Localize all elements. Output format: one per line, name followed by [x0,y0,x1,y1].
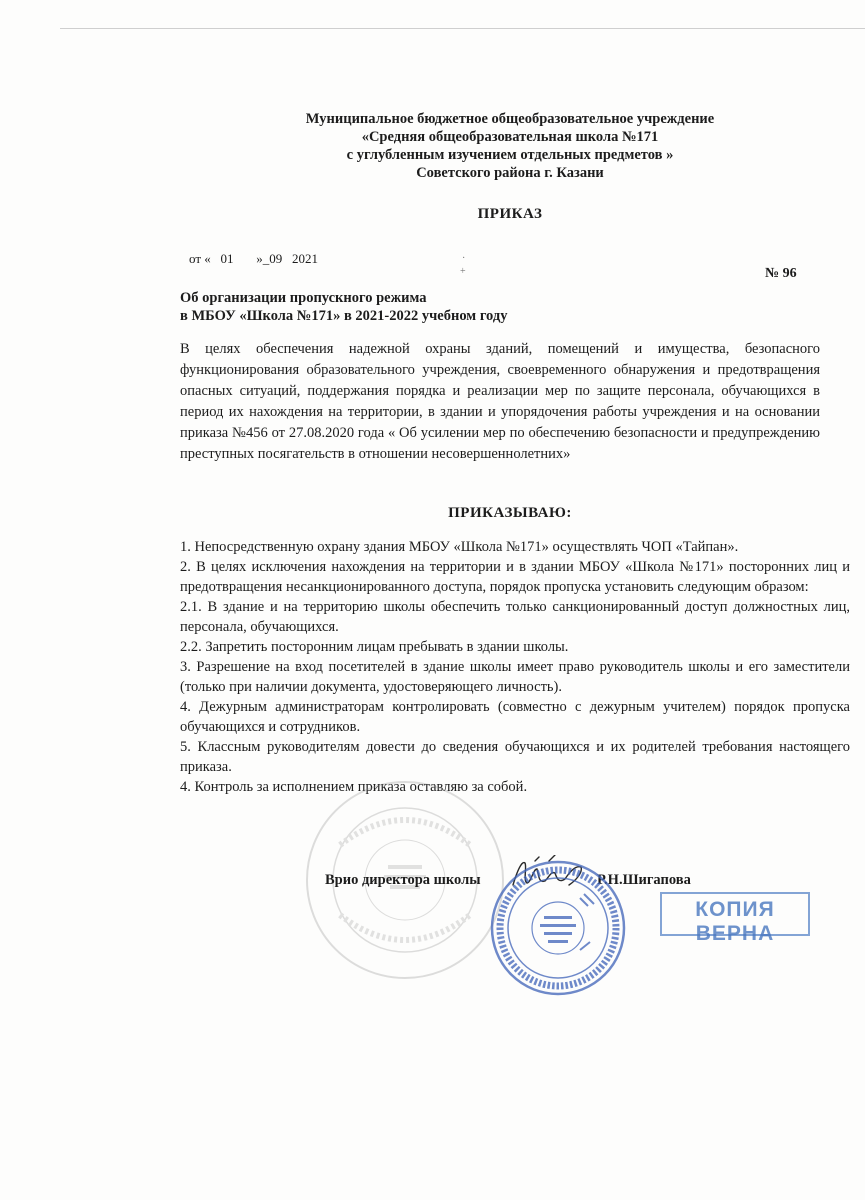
subject-line: Об организации пропускного режима [180,290,427,306]
certified-copy-stamp [660,892,810,945]
order-subject [180,289,507,325]
order-item: 2. В целях исключения нахождения на территории и в здании МБОУ «Школа №171» посторонних лиц и предотвращения несанкционированного доступа, порядок пропуска установить следующим образом: [180,559,850,595]
scan-mark: · [462,253,466,264]
order-item: 3. Разрешение на вход посетителей в здание школы имеет право руководитель школы и его заместители (только при наличии документа, удостоверяющего личность). [180,659,850,695]
header-line: Советского района г. Казани [416,165,604,181]
header-line: Муниципальное бюджетное общеобразовательное учреждение [305,111,715,127]
scan-mark: + [460,266,466,277]
official-seal-icon [488,858,628,998]
order-date: от « 01 »_09 2021 [189,251,319,266]
preamble-paragraph: В целях обеспечения надежной охраны зданий, помещений и имущества, безопасного функционирования образовательного учреждения, своевременного обнаружения и предотвращения опасных ситуаций, поддержания порядка и реализации мер по защите персонала, обучающихся в период их нахождения на территории, в здании и упорядочения работы учреждения и на основании приказа №456 от 27.08.2020 года « Об усилении мер по обеспечению безопасности и предупреждению преступных посягательств в отношении несовершеннолетних» [180,341,820,462]
order-item: 2.1. В здание и на территорию школы обеспечить только санкционированный доступ должностных лиц, персонала, обучающихся. [180,599,850,635]
order-number: № 96 [765,266,797,281]
order-item: 1. Непосредственную охрану здания МБОУ «Школа №171» осуществлять ЧОП «Тайпан». [180,539,739,555]
order-heading: ПРИКАЗЫВАЮ: [448,505,572,521]
order-item: 2.2. Запретить посторонним лицам пребывать в здании школы. [180,639,569,655]
order-item: 4. Контроль за исполнением приказа оставляю за собой. [180,779,528,795]
order-item: 5. Классным руководителям довести до сведения обучающихся и их родителей требования настоящего приказа. [180,739,850,775]
signatory-name: Р.Н.Шигапова [597,872,691,888]
top-border-line [60,28,865,29]
subject-line: в МБОУ «Школа №171» в 2021-2022 учебном году [180,308,508,324]
institution-header [180,110,840,182]
order-item: 4. Дежурным администраторам контролировать (совместно с дежурным учителем) порядок пропуска обучающихся и сотрудников. [180,699,850,735]
document-title: ПРИКАЗ [477,206,543,222]
signatory-position: Врио директора школы [325,872,481,888]
order-items [180,537,850,797]
header-line: «Средняя общеобразовательная школа №171 [361,129,659,145]
header-line: с углубленным изучением отдельных предметов » [346,147,674,163]
stamp-text: КОПИЯ ВЕРНА [695,898,775,945]
